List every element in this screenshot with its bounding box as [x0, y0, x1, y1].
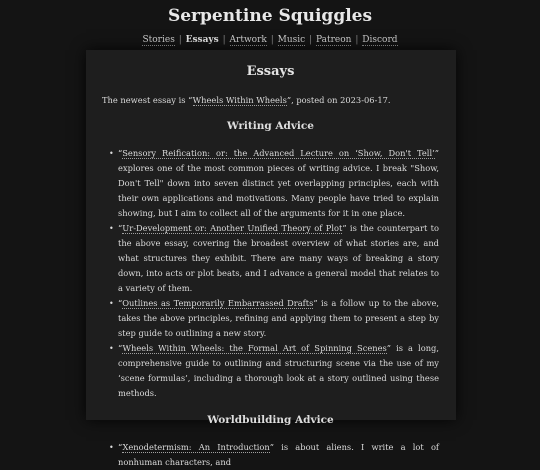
bullet-icon: •: [109, 344, 114, 353]
nav-separator: |: [222, 35, 226, 45]
essay-link-outlines[interactable]: Outlines as Temporarily Embarrassed Drafts: [122, 298, 314, 308]
nav-separator: |: [309, 35, 313, 45]
newest-essay-notice: [102, 93, 439, 108]
nav-separator: |: [355, 35, 359, 45]
essay-description: ” explores one of the most common pieces of writing advice. I break "Show, Don't Tell" down into seven distinct yet overlapping principles, each with their own applications and motivations. Many people have tried to explain showing, but I aim to collect all of the arguments for it in one place.: [118, 148, 439, 218]
essay-link-xenodeterminism[interactable]: Xenodetermism: An Introduction: [122, 442, 270, 452]
newest-essay-link[interactable]: Wheels Within Wheels: [192, 95, 287, 105]
main-content: [102, 50, 439, 470]
section-heading-worldbuilding-advice: Worldbuilding Advice: [207, 414, 334, 426]
writing-advice-list: [102, 146, 439, 401]
list-item: [109, 440, 440, 470]
worldbuilding-advice-list: [102, 440, 439, 470]
nav-separator: |: [270, 35, 274, 45]
essay-description: ” is a follow up to the above, takes the above principles, refining and applying them to present a step by step guide to outlining a new story.: [118, 298, 439, 338]
nav-separator: |: [178, 35, 182, 45]
nav-artwork[interactable]: Artwork: [229, 35, 267, 45]
list-item: [109, 296, 439, 341]
nav-essays[interactable]: Essays: [185, 35, 219, 45]
nav-patreon[interactable]: Patreon: [315, 35, 352, 45]
quote-open: “: [118, 343, 123, 353]
page-title: Essays: [246, 64, 295, 79]
nav-music[interactable]: Music: [277, 35, 306, 45]
essay-description: ” is the counterpart to the above essay, covering the broadest overview of what stories are, and what structures they exhibit. There are many ways of breaking a story down, into acts or plot beats, and I advance a general model that relates to a variety of them.: [118, 223, 439, 293]
section-heading-writing-advice: Writing Advice: [227, 120, 314, 132]
bullet-icon: •: [109, 149, 114, 158]
essay-link-sensory-reification[interactable]: Sensory Reification: or: the Advanced Lecture on ‘Show, Don't Tell’: [122, 148, 435, 158]
main-nav: [0, 35, 540, 45]
essay-link-wheels-within-wheels[interactable]: Wheels Within Wheels: the Formal Art of Spinning Scenes: [122, 343, 387, 353]
quote-open: “: [118, 442, 123, 452]
bullet-icon: •: [109, 443, 114, 452]
essay-description: ” is a long, comprehensive guide to outlining and structuring scene via the use of my ‘scene formulas’, including a thorough look at a story outlined using these methods.: [118, 343, 439, 398]
nav-discord[interactable]: Discord: [362, 35, 398, 45]
quote-open: “: [118, 148, 123, 158]
essay-description: ” is about aliens. I write a lot of nonhuman characters, and: [118, 442, 440, 467]
site-header: [0, 0, 540, 45]
list-item: [109, 146, 439, 221]
essay-link-ur-development[interactable]: Ur-Development or: Another Unified Theory of Plot: [122, 223, 343, 233]
bullet-icon: •: [109, 224, 114, 233]
list-item: [109, 341, 439, 401]
site-title: Serpentine Squiggles: [167, 6, 373, 26]
list-item: [109, 221, 439, 296]
nav-stories[interactable]: Stories: [142, 35, 175, 45]
bullet-icon: •: [109, 299, 114, 308]
intro-date-text: ”, posted on 2023-06-17.: [286, 95, 391, 105]
quote-open: “: [118, 298, 123, 308]
intro-text: The newest essay is “: [102, 95, 193, 105]
quote-open: “: [118, 223, 123, 233]
